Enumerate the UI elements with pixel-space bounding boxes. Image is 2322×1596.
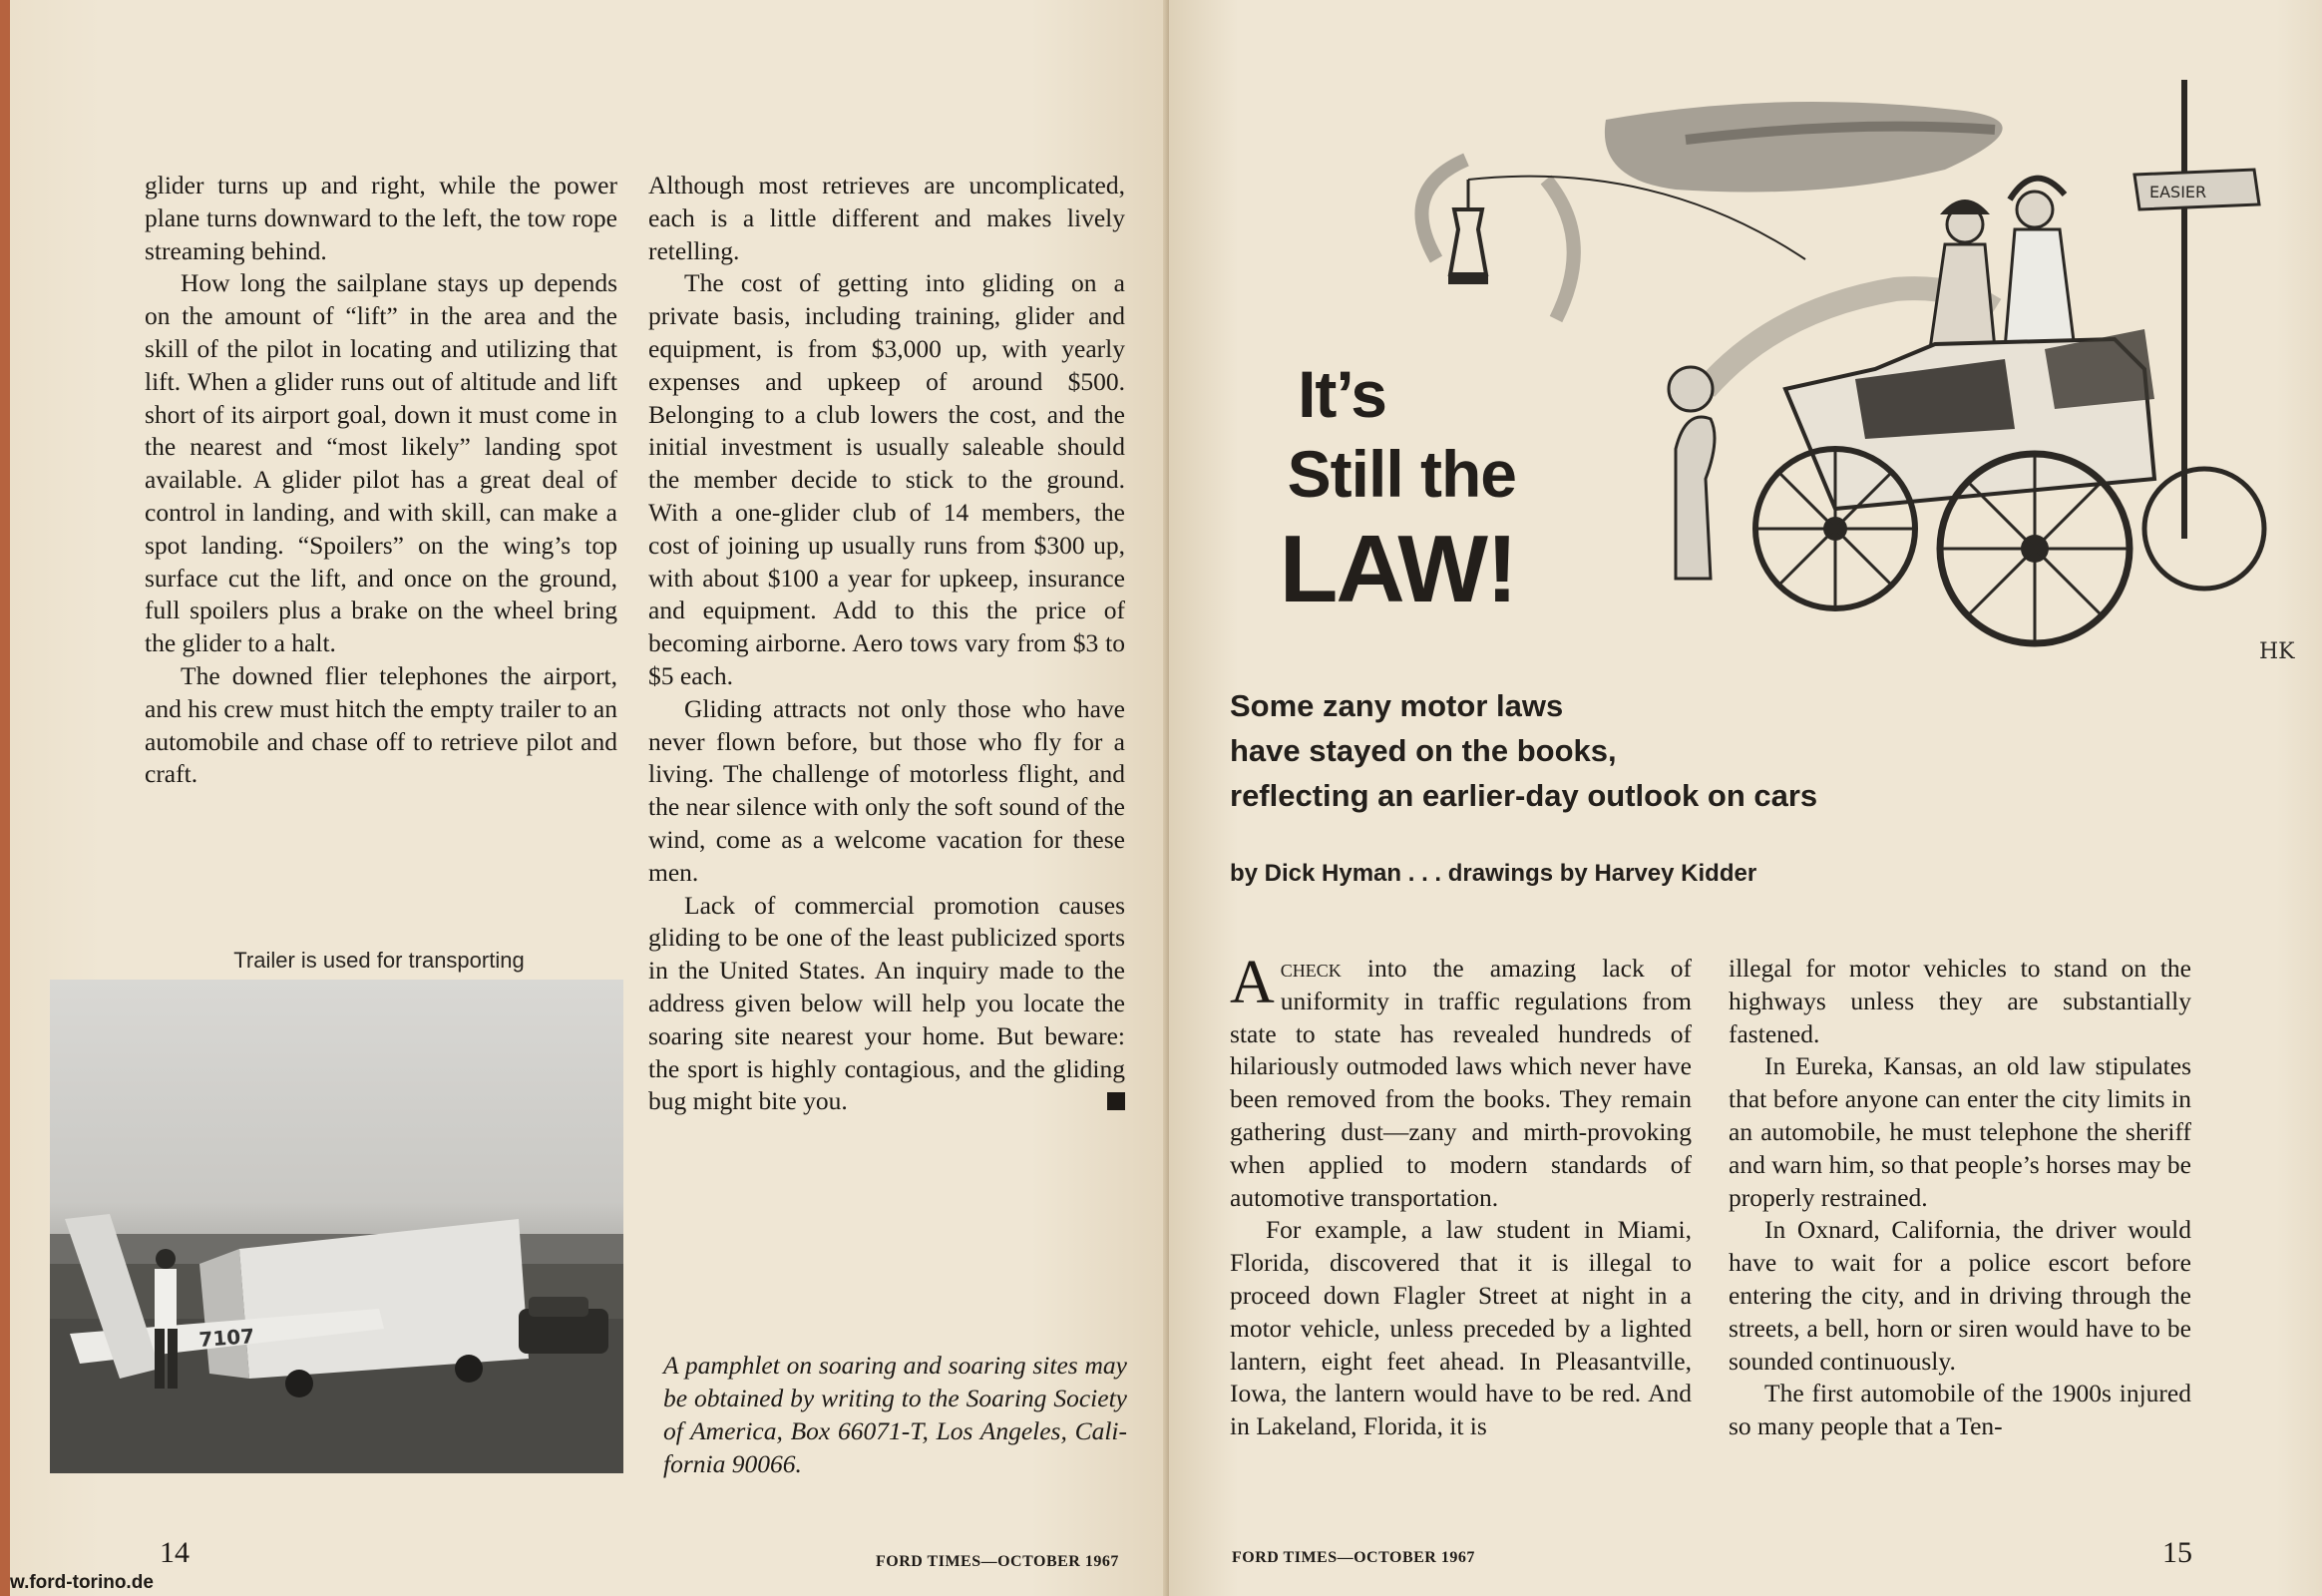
article-title [1232,354,1516,625]
lead-text: into the amazing lack of uniformity in traffic regulations from state to state has revealed hundreds of hilariously outmoded laws which never have been removed from the books. They remain gathering dust—zany and mirth-provoking when applied to modern standards of automotive transportation. [1230,954,1692,1212]
paragraph: Gliding attracts not only those who have never flown before, but those who fly for a living. The challenge of motorless flight, and the near silence with only the soft sound of the wind, come as a welcome vacation for these men. [648,693,1125,887]
paragraph: glider turns up and right, while the power plane turns downward to the left, the tow rope streaming behind. [145,171,617,265]
signpost-text: EASIER [2149,183,2207,201]
title-line-1: It’s [1298,357,1386,431]
right-column-1 [1230,949,1692,1443]
end-mark-icon [1107,1092,1125,1110]
folio: FORD TIMES—OCTOBER 1967 [876,1553,1119,1570]
pamphlet-note: A pamphlet on soaring and soaring sites may be obtained by writing to the Soaring Society of America, Box 66071-T, Los Angeles, California 90066. [663,1351,1127,1478]
paragraph-final [648,890,1125,1119]
paragraph: The first automobile of the 1900s injured so many people that a Ten- [1729,1379,2191,1441]
paragraph: In Oxnard, California, the driver would have to wait for a police escort before entering the city, and in driving through the streets, a bell, horn or siren would have to be sounded continuously. [1729,1215,2191,1376]
lead-paragraph [1230,949,1692,1214]
page-number: 14 [160,1536,190,1569]
right-column-2 [1729,953,2191,1443]
article-deck [1230,683,2028,818]
title-line-3: LAW! [1279,516,1516,622]
paragraph: The cost of getting into gliding on a private basis, including training, glider and equipment, is from $3,000 up, with yearly expenses and upkeep of around $500. Belonging to a club lowers the cost, and the initial investment is usually saleable should the member decide to stick to the ground. With a one-glider club of 14 members, the cost of joining up usually runs from $300 up, with about $100 a year for upkeep, insurance and equipment. Add to this the price of becoming airborne. Aero tows vary from $3 to $5 each. [648,268,1125,690]
lead-smallcaps: check [1280,954,1342,983]
artist-initials: HK [2259,639,2295,664]
glider-trailer-photo [50,980,623,1473]
tail-number: 7107 [197,1324,255,1352]
paragraph: illegal for motor vehicles to stand on the highways unless they are substantially fastened. [1729,954,2191,1048]
deck-line: Some zany motor laws [1230,688,1564,723]
drop-cap: A [1230,949,1275,1016]
page-number: 15 [2162,1536,2192,1569]
watermark: w.ford-torino.de [10,1572,154,1593]
paragraph: For example, a law student in Miami, Florida, discovered that it is illegal to proceed down Flagler Street at night in a motor vehicle, unless preceded by a lighted lantern, eight feet ahead. In Pleasantville, Iowa, the lantern would have to be red. And in Lakeland, Florida, it is [1230,1215,1692,1441]
deck-line: reflecting an earlier-day outlook on cars [1230,778,1818,813]
deck-line: have stayed on the books, [1230,733,1617,768]
paragraph: The downed flier telephones the airport, and his crew must hitch the empty trailer to an automobile and chase off to retrieve pilot and craft. [145,660,617,789]
title-line-2: Still the [1287,437,1516,511]
photo-caption: Trailer is used for transporting [233,948,525,973]
left-column-2 [648,170,1125,1118]
paragraph-text: Lack of commercial promotion causes gliding to be one of the least publicized sports in the United States. An inquiry made to the address given below will help you locate the soaring site nearest your home. But beware: the sport is highly contagious, and the gliding bug might bite you. [648,890,1125,1116]
byline: by Dick Hyman . . . drawings by Harvey Kidder [1230,860,1757,887]
paragraph: In Eureka, Kansas, an old law stipulates that before anyone can enter the city limits in an automobile, he must telephone the sheriff and warn him, so that people’s horses may be properly restrained. [1729,1051,2191,1212]
folio: FORD TIMES—OCTOBER 1967 [1232,1549,1475,1566]
paragraph: How long the sailplane stays up depends on the amount of “lift” in the area and the skill of the pilot in locating and utilizing that lift. When a glider runs out of altitude and lift short of its airport goal, down it must come in the nearest and “most likely” landing spot available. A glider pilot has a great deal of control in landing, and with skill, can make a spot landing. “Spoilers” on the wing’s top surface cut the lift, and once on the ground, full spoilers plus a brake on the wheel bring the glider to a halt. [145,268,617,658]
left-column-1 [145,170,617,791]
paragraph: Although most retrieves are uncomplicated, each is a little different and makes lively retelling. [648,171,1125,265]
